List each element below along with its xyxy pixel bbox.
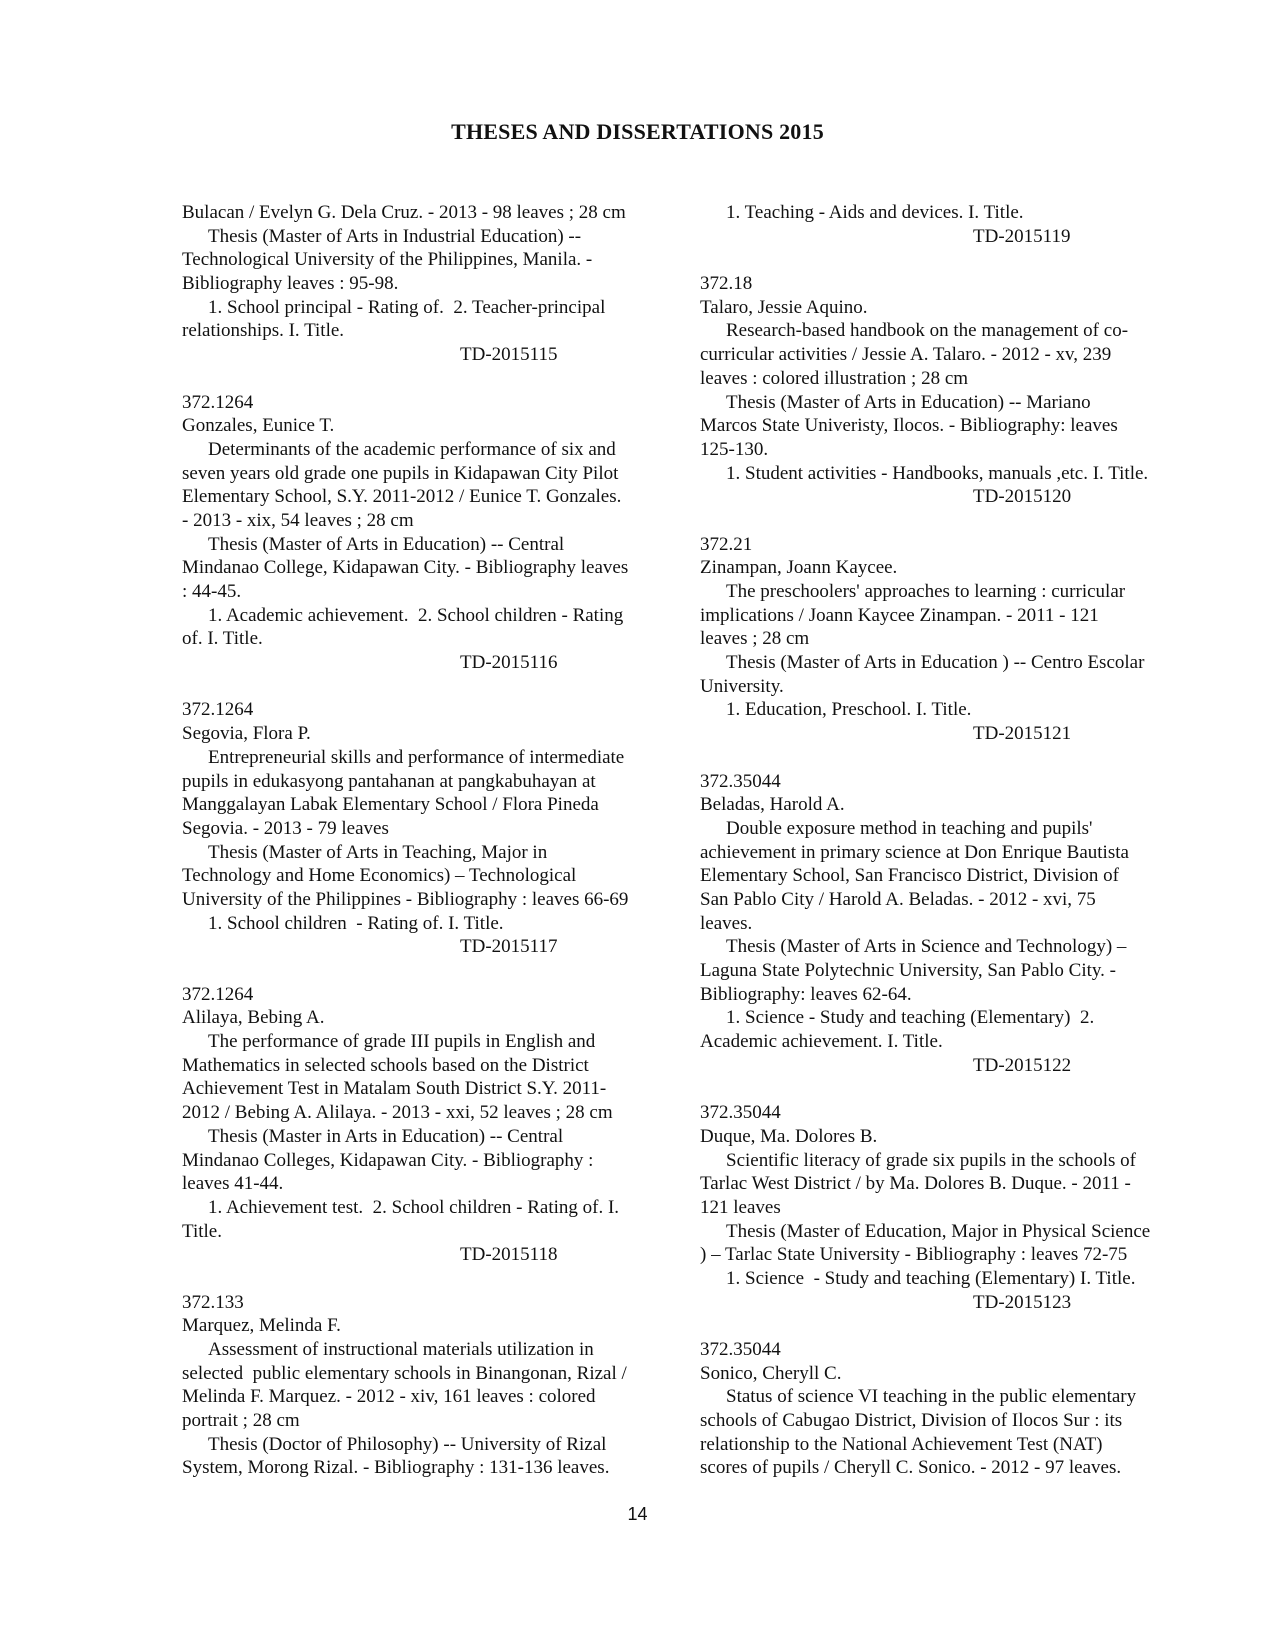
page-title: THESES AND DISSERTATIONS 2015: [451, 119, 824, 144]
entry-call-number: 372.35044: [700, 770, 781, 792]
entry-text-line: Bulacan / Evelyn G. Dela Cruz. - 2013 - 98 leaves ; 28 cm: [182, 202, 626, 223]
entry-thesis-note: Thesis (Doctor of Philosophy) -- University of Rizal: [208, 1433, 607, 1455]
entry-subjects: 1. Science - Study and teaching (Elementary) 2.: [726, 1007, 1095, 1029]
entry-text-line: Elementary School, San Francisco District, Division of: [700, 865, 1119, 887]
entry-author: Zinampan, Joann Kaycee.: [700, 557, 898, 579]
entry-title: Assessment of instructional materials utilization in: [208, 1339, 594, 1360]
entry-subjects: 1. Science - Study and teaching (Elementary) I. Title.: [726, 1267, 1136, 1289]
entry-text-line: University.: [700, 675, 784, 697]
catalog-entry: [182, 698, 678, 959]
entry-text-line: Elementary School, S.Y. 2011-2012 / Eunice T. Gonzales.: [182, 486, 622, 508]
entry-thesis-note: Thesis (Master of Arts in Teaching, Major in: [208, 841, 548, 863]
entry-td-number: TD-2015122: [973, 1054, 1072, 1076]
entry-spacer: [700, 509, 1200, 533]
entry-td-number: TD-2015117: [460, 936, 558, 958]
entry-td-number: TD-2015119: [973, 225, 1071, 247]
entry-td-number: TD-2015116: [460, 652, 558, 674]
entry-text-line: Mindanao Colleges, Kidapawan City. - Bibliography :: [182, 1149, 594, 1171]
entry-text-line: 2012 / Bebing A. Alilaya. - 2013 - xxi, 52 leaves ; 28 cm: [182, 1102, 613, 1124]
entry-spacer: [182, 675, 678, 699]
entry-text-line: leaves 41-44.: [182, 1173, 284, 1195]
entry-call-number: 372.1264: [182, 983, 254, 1005]
entry-text-line: System, Morong Rizal. - Bibliography : 131-136 leaves.: [182, 1457, 610, 1479]
entry-text-line: leaves.: [700, 912, 753, 934]
entry-text-line: relationship to the National Achievement Test (NAT): [700, 1433, 1103, 1455]
entry-text-line: Technological University of the Philippines, Manila. -: [182, 249, 593, 271]
entry-title: Research-based handbook on the management of co-: [726, 320, 1129, 342]
entry-text-line: Manggalayan Labak Elementary School / Flora Pineda: [182, 794, 599, 816]
entry-title: Scientific literacy of grade six pupils in the schools of: [726, 1149, 1136, 1171]
entry-text-line: San Pablo City / Harold A. Beladas. - 2012 - xvi, 75: [700, 888, 1096, 910]
entry-text-line: Title.: [182, 1220, 222, 1242]
entry-subjects: 1. Student activities - Handbooks, manuals ,etc. I. Title.: [726, 462, 1149, 484]
entry-text-line: 125-130.: [700, 438, 769, 460]
catalog-entry-continued: [182, 201, 678, 367]
catalog-entry: [700, 1101, 1200, 1314]
entry-spacer: [182, 959, 678, 983]
entry-spacer: [700, 1077, 1200, 1101]
catalog-entry: [700, 272, 1200, 509]
entry-text-line: : 44-45.: [182, 581, 242, 602]
entry-title: Double exposure method in teaching and pupils': [726, 817, 1093, 839]
entry-text-line: portrait ; 28 cm: [182, 1410, 300, 1432]
entry-author: Duque, Ma. Dolores B.: [700, 1125, 878, 1147]
entry-subjects: 1. School children - Rating of. I. Title.: [208, 912, 504, 934]
entry-text-line: seven years old grade one pupils in Kidapawan City Pilot: [182, 462, 619, 484]
left-column: [182, 201, 678, 1480]
entry-title: Status of science VI teaching in the public elementary: [726, 1386, 1137, 1408]
entry-text-line: Academic achievement. I. Title.: [700, 1031, 943, 1053]
entry-text-line: Melinda F. Marquez. - 2012 - xiv, 161 leaves : colored: [182, 1386, 596, 1408]
entry-subjects: 1. Academic achievement. 2. School children - Rating: [208, 604, 624, 626]
entry-text-line: selected public elementary schools in Binangonan, Rizal /: [182, 1362, 627, 1384]
catalog-entry-continued: [700, 201, 1200, 248]
entry-thesis-note: Thesis (Master of Arts in Education) -- Mariano: [726, 391, 1091, 413]
entry-text-line: University of the Philippines - Bibliography : leaves 66-69: [182, 888, 629, 910]
entry-text-line: Bibliography: leaves 62-64.: [700, 983, 912, 1005]
entry-text-line: pupils in edukasyong pantahanan at pangkabuhayan at: [182, 770, 596, 792]
entry-text-line: Mindanao College, Kidapawan City. - Bibliography leaves: [182, 557, 629, 579]
entry-thesis-note: Thesis (Master of Arts in Education) -- Central: [208, 533, 565, 555]
entry-subjects: 1. Education, Preschool. I. Title.: [726, 699, 972, 721]
entry-td-number: TD-2015121: [973, 723, 1072, 745]
entry-text-line: leaves : colored illustration ; 28 cm: [700, 367, 969, 389]
entry-text-line: Tarlac West District / by Ma. Dolores B. Duque. - 2011 -: [700, 1173, 1131, 1195]
entry-text-line: Laguna State Polytechnic University, San Pablo City. -: [700, 960, 1116, 981]
catalog-entry: [182, 1291, 678, 1481]
entry-author: Gonzales, Eunice T.: [182, 415, 335, 437]
entry-text-line: of. I. Title.: [182, 628, 263, 650]
entry-text-line: schools of Cabugao District, Division of Ilocos Sur : its: [700, 1410, 1123, 1432]
entry-text-line: Achievement Test in Matalam South District S.Y. 2011-: [182, 1078, 607, 1100]
entry-spacer: [700, 746, 1200, 770]
entry-subjects: 1. Achievement test. 2. School children - Rating of. I.: [208, 1196, 620, 1218]
entry-thesis-note: Thesis (Master of Arts in Science and Technology) –: [726, 936, 1127, 958]
entry-text-line: Mathematics in selected schools based on the District: [182, 1054, 589, 1076]
entry-spacer: [700, 1314, 1200, 1338]
entry-title: The preschoolers' approaches to learning : curricular: [726, 581, 1126, 602]
entry-td-number: TD-2015118: [460, 1244, 558, 1266]
entry-thesis-note: Thesis (Master of Arts in Industrial Education) --: [208, 225, 582, 247]
catalog-entry: [700, 533, 1200, 746]
catalog-entry: [700, 1338, 1200, 1480]
entry-text-line: leaves ; 28 cm: [700, 628, 810, 650]
entry-text-line: Segovia. - 2013 - 79 leaves: [182, 817, 389, 839]
catalog-entry: [182, 983, 678, 1267]
entry-author: Beladas, Harold A.: [700, 794, 845, 816]
entry-author: Talaro, Jessie Aquino.: [700, 296, 868, 318]
entry-subjects: 1. Teaching - Aids and devices. I. Title.: [726, 202, 1024, 223]
entry-spacer: [700, 248, 1200, 272]
entry-text-line: relationships. I. Title.: [182, 320, 345, 342]
entry-call-number: 372.35044: [700, 1102, 781, 1124]
entry-subjects: 1. School principal - Rating of. 2. Teacher-principal: [208, 296, 606, 318]
entry-text-line: scores of pupils / Cheryll C. Sonico. - 2012 - 97 leaves.: [700, 1457, 1122, 1479]
page-number: 14: [627, 1504, 648, 1524]
right-column: [700, 201, 1200, 1480]
entry-text-line: - 2013 - xix, 54 leaves ; 28 cm: [182, 509, 414, 531]
entry-call-number: 372.1264: [182, 391, 254, 413]
entry-text-line: implications / Joann Kaycee Zinampan. - 2011 - 121: [700, 604, 1099, 626]
entry-call-number: 372.21: [700, 533, 753, 555]
entry-author: Segovia, Flora P.: [182, 723, 311, 745]
entry-thesis-note: Thesis (Master of Education, Major in Physical Science: [726, 1220, 1151, 1242]
entry-title: The performance of grade III pupils in English and: [208, 1031, 596, 1053]
entry-text-line: ) – Tarlac State University - Bibliography : leaves 72-75: [700, 1244, 1128, 1266]
entry-text-line: 121 leaves: [700, 1196, 781, 1218]
entry-spacer: [182, 1267, 678, 1291]
entry-td-number: TD-2015123: [973, 1291, 1072, 1313]
entry-td-number: TD-2015115: [460, 344, 558, 366]
entry-call-number: 372.133: [182, 1291, 244, 1313]
entry-author: Alilaya, Bebing A.: [182, 1007, 325, 1029]
catalog-entry: [700, 770, 1200, 1078]
entry-td-number: TD-2015120: [973, 486, 1072, 508]
entry-text-line: Bibliography leaves : 95-98.: [182, 273, 399, 295]
entry-text-line: Technology and Home Economics) – Technological: [182, 865, 577, 887]
entry-thesis-note: Thesis (Master of Arts in Education ) -- Centro Escolar: [726, 652, 1145, 674]
entry-author: Sonico, Cheryll C.: [700, 1362, 842, 1384]
entry-thesis-note: Thesis (Master in Arts in Education) -- Central: [208, 1125, 564, 1147]
entry-text-line: Marcos State Univeristy, Ilocos. - Bibliography: leaves: [700, 415, 1118, 437]
entry-spacer: [182, 367, 678, 391]
entry-text-line: curricular activities / Jessie A. Talaro. - 2012 - xv, 239: [700, 344, 1112, 366]
entry-title: Entrepreneurial skills and performance of intermediate: [208, 746, 625, 768]
entry-author: Marquez, Melinda F.: [182, 1315, 341, 1337]
entry-call-number: 372.1264: [182, 699, 254, 721]
entry-text-line: achievement in primary science at Don Enrique Bautista: [700, 841, 1129, 863]
catalog-entry: [182, 391, 678, 675]
entry-call-number: 372.35044: [700, 1339, 781, 1360]
entry-call-number: 372.18: [700, 273, 753, 295]
entry-title: Determinants of the academic performance of six and: [208, 438, 616, 460]
